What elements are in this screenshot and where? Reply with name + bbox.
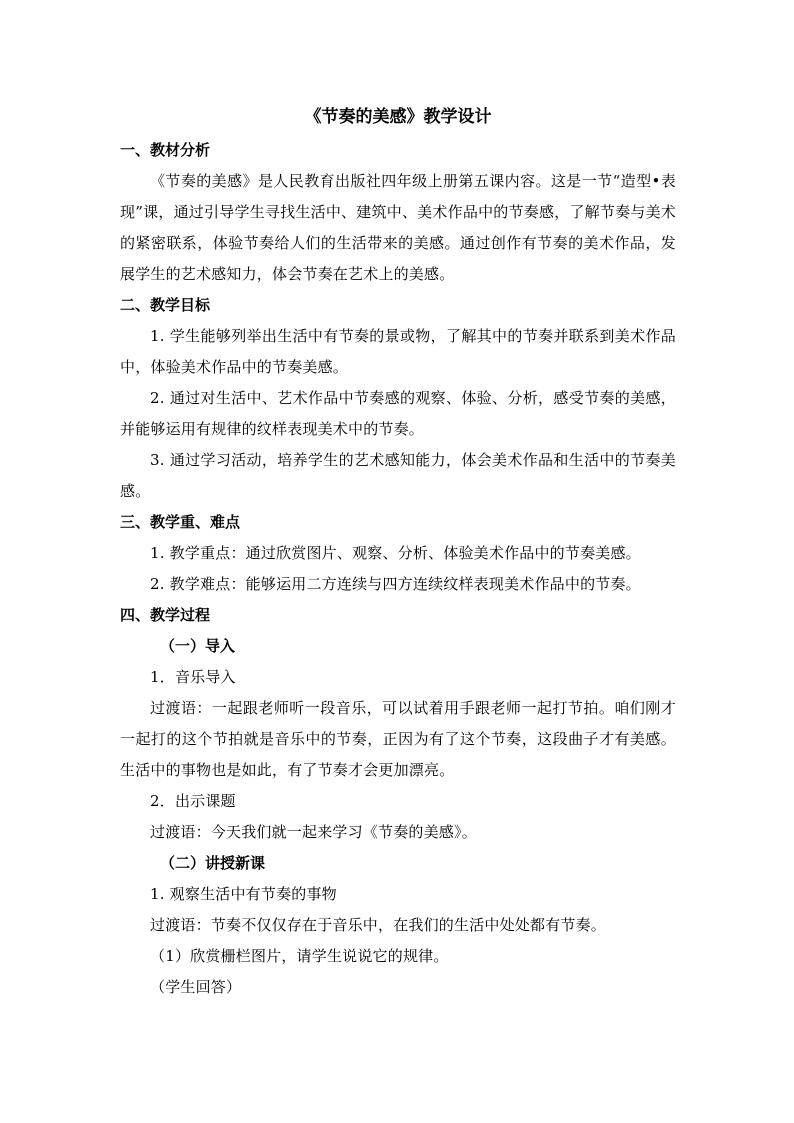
paragraph: （学生回答）	[150, 978, 242, 996]
subsection-heading-introduction: （一）导入	[160, 637, 236, 655]
paragraph: 过渡语：节奏不仅仅存在于音乐中，在我们的生活中处处都有节奏。	[150, 916, 607, 934]
section-heading-textbook-analysis: 一、教材分析	[120, 141, 211, 159]
subsection-heading-new-lesson: （二）讲授新课	[160, 854, 266, 872]
paragraph: 3. 通过学习活动，培养学生的艺术感知能力，体会美术作品和生活中的节奏美感。	[120, 451, 676, 500]
section-heading-teaching-goals: 二、教学目标	[120, 296, 211, 314]
paragraph: 2. 通过对生活中、艺术作品中节奏感的观察、体验、分析，感受节奏的美感，并能够运用有规律的纹样表现美术中的节奏。	[120, 389, 676, 438]
paragraph: 2. 教学难点：能够运用二方连续与四方连续纹样表现美术作品中的节奏。	[150, 575, 641, 593]
paragraph: 1. 学生能够列举出生活中有节奏的景或物，了解其中的节奏并联系到美术作品中，体验美术作品中的节奏美感。	[120, 327, 676, 376]
section-heading-teaching-process: 四、教学过程	[120, 606, 211, 624]
section-heading-key-points: 三、教学重、难点	[120, 513, 241, 531]
paragraph: 过渡语：一起跟老师听一段音乐，可以试着用手跟老师一起打节拍。咱们刚才一起打的这个节拍就是音乐中的节奏，正因为有了这个节奏，这段曲子才有美感。生活中的事物也是如此，有了节奏才会更加漂亮。	[120, 699, 676, 779]
paragraph: 2．出示课题	[150, 792, 236, 810]
document-title: 《节奏的美感》教学设计	[304, 107, 492, 127]
paragraph: 《节奏的美感》是人民教育出版社四年级上册第五课内容。这是一节“造型•表现”课，通过引导学生寻找生活中、建筑中、美术作品中的节奏感，了解节奏与美术的紧密联系，体验节奏给人们的生活带来的美感。通过创作有节奏的美术作品，发展学生的艺术感知力，体会节奏在艺术上的美感。	[120, 172, 676, 283]
paragraph: 1．音乐导入	[150, 668, 236, 686]
paragraph: 过渡语：今天我们就一起来学习《节奏的美感》。	[150, 823, 477, 841]
paragraph: （1）欣赏栅栏图片，请学生说说它的规律。	[150, 947, 449, 965]
paragraph: 1. 教学重点：通过欣赏图片、观察、分析、体验美术作品中的节奏美感。	[150, 544, 641, 562]
paragraph: 1. 观察生活中有节奏的事物	[150, 885, 337, 903]
document-page	[120, 100, 676, 1003]
